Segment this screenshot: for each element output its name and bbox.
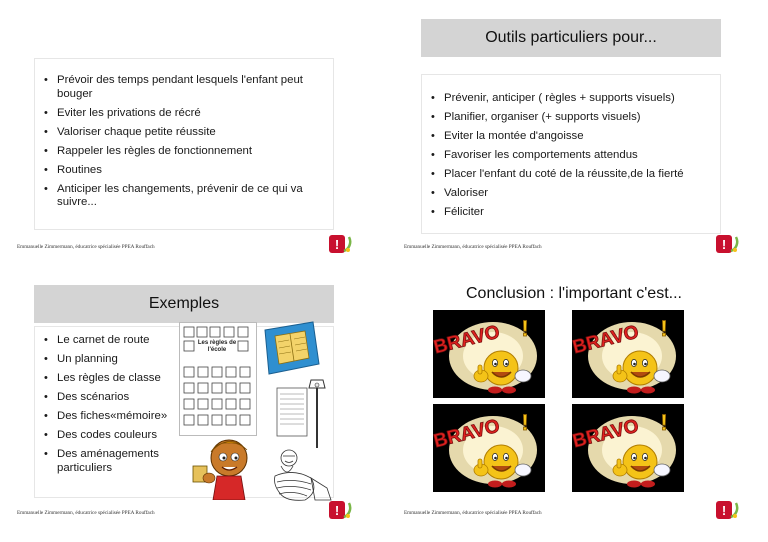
list-item: • Anticiper les changements, prévenir de ce qui va suivre...: [43, 183, 325, 210]
slide-1-bullet-list: [43, 74, 325, 210]
list-item: • Les règles de classe: [43, 372, 183, 386]
logo-icon: [714, 500, 740, 522]
slide-title: Outils particuliers pour...: [421, 19, 721, 57]
logo-icon: [327, 234, 353, 256]
slide-3: [17, 280, 357, 524]
list-item: • Planifier, organiser (+ supports visuels): [430, 111, 712, 125]
slide-footer: Emmanuelle Zimmermann, éducatrice spécialisée PPEA Rouffach: [404, 244, 542, 250]
list-item: • Prévenir, anticiper ( règles + supports visuels): [430, 92, 712, 106]
slide-footer: Emmanuelle Zimmermann, éducatrice spécialisée PPEA Rouffach: [404, 510, 542, 516]
list-item: • Féliciter: [430, 206, 712, 220]
slide-4: [404, 280, 744, 524]
planner-book-image: [259, 320, 321, 376]
list-item: • Valoriser: [430, 187, 712, 201]
rules-poster-image: [179, 322, 257, 436]
sketch-character-image: [271, 448, 335, 502]
list-item: • Des scénarios: [43, 391, 183, 405]
slide-2-bullet-list: [430, 92, 712, 220]
list-item: • Rappeler les règles de fonctionnement: [43, 145, 325, 159]
memo-sheet-image: [271, 378, 327, 450]
list-item: • Des fiches«mémoire»: [43, 410, 183, 424]
list-item: • Des codes couleurs: [43, 429, 183, 443]
slide-title: Exemples: [34, 285, 334, 323]
slide-footer: Emmanuelle Zimmermann, éducatrice spécialisée PPEA Rouffach: [17, 244, 155, 250]
list-item: • Placer l'enfant du coté de la réussite,de la fierté: [430, 168, 712, 182]
bravo-smiley-image: [572, 310, 684, 398]
slide-1: [17, 14, 357, 258]
list-item: • Prévoir des temps pendant lesquels l'enfant peut bouger: [43, 74, 325, 101]
boy-cartoon-image: [187, 430, 265, 500]
logo-icon: [714, 234, 740, 256]
list-item: • Le carnet de route: [43, 334, 183, 348]
list-item: • Un planning: [43, 353, 183, 367]
list-item: • Routines: [43, 164, 325, 178]
list-item: • Eviter la montée d'angoisse: [430, 130, 712, 144]
bravo-smiley-image: [433, 404, 545, 492]
slide-1-content-box: [34, 58, 334, 230]
slide-3-bullet-list: [43, 334, 183, 475]
slide-2: [404, 14, 744, 258]
list-item: • Eviter les privations de récré: [43, 107, 325, 121]
slide-title: Conclusion : l'important c'est...: [466, 285, 682, 302]
poster-title: Les règles de l'école: [197, 340, 237, 353]
slide-footer: Emmanuelle Zimmermann, éducatrice spécialisée PPEA Rouffach: [17, 510, 155, 516]
list-item: • Valoriser chaque petite réussite: [43, 126, 325, 140]
logo-icon: [327, 500, 353, 522]
list-item: • Favoriser les comportements attendus: [430, 149, 712, 163]
bravo-smiley-image: [433, 310, 545, 398]
slide-2-content-box: [421, 74, 721, 234]
bravo-smiley-image: [572, 404, 684, 492]
list-item: • Des aménagements particuliers: [43, 448, 183, 475]
